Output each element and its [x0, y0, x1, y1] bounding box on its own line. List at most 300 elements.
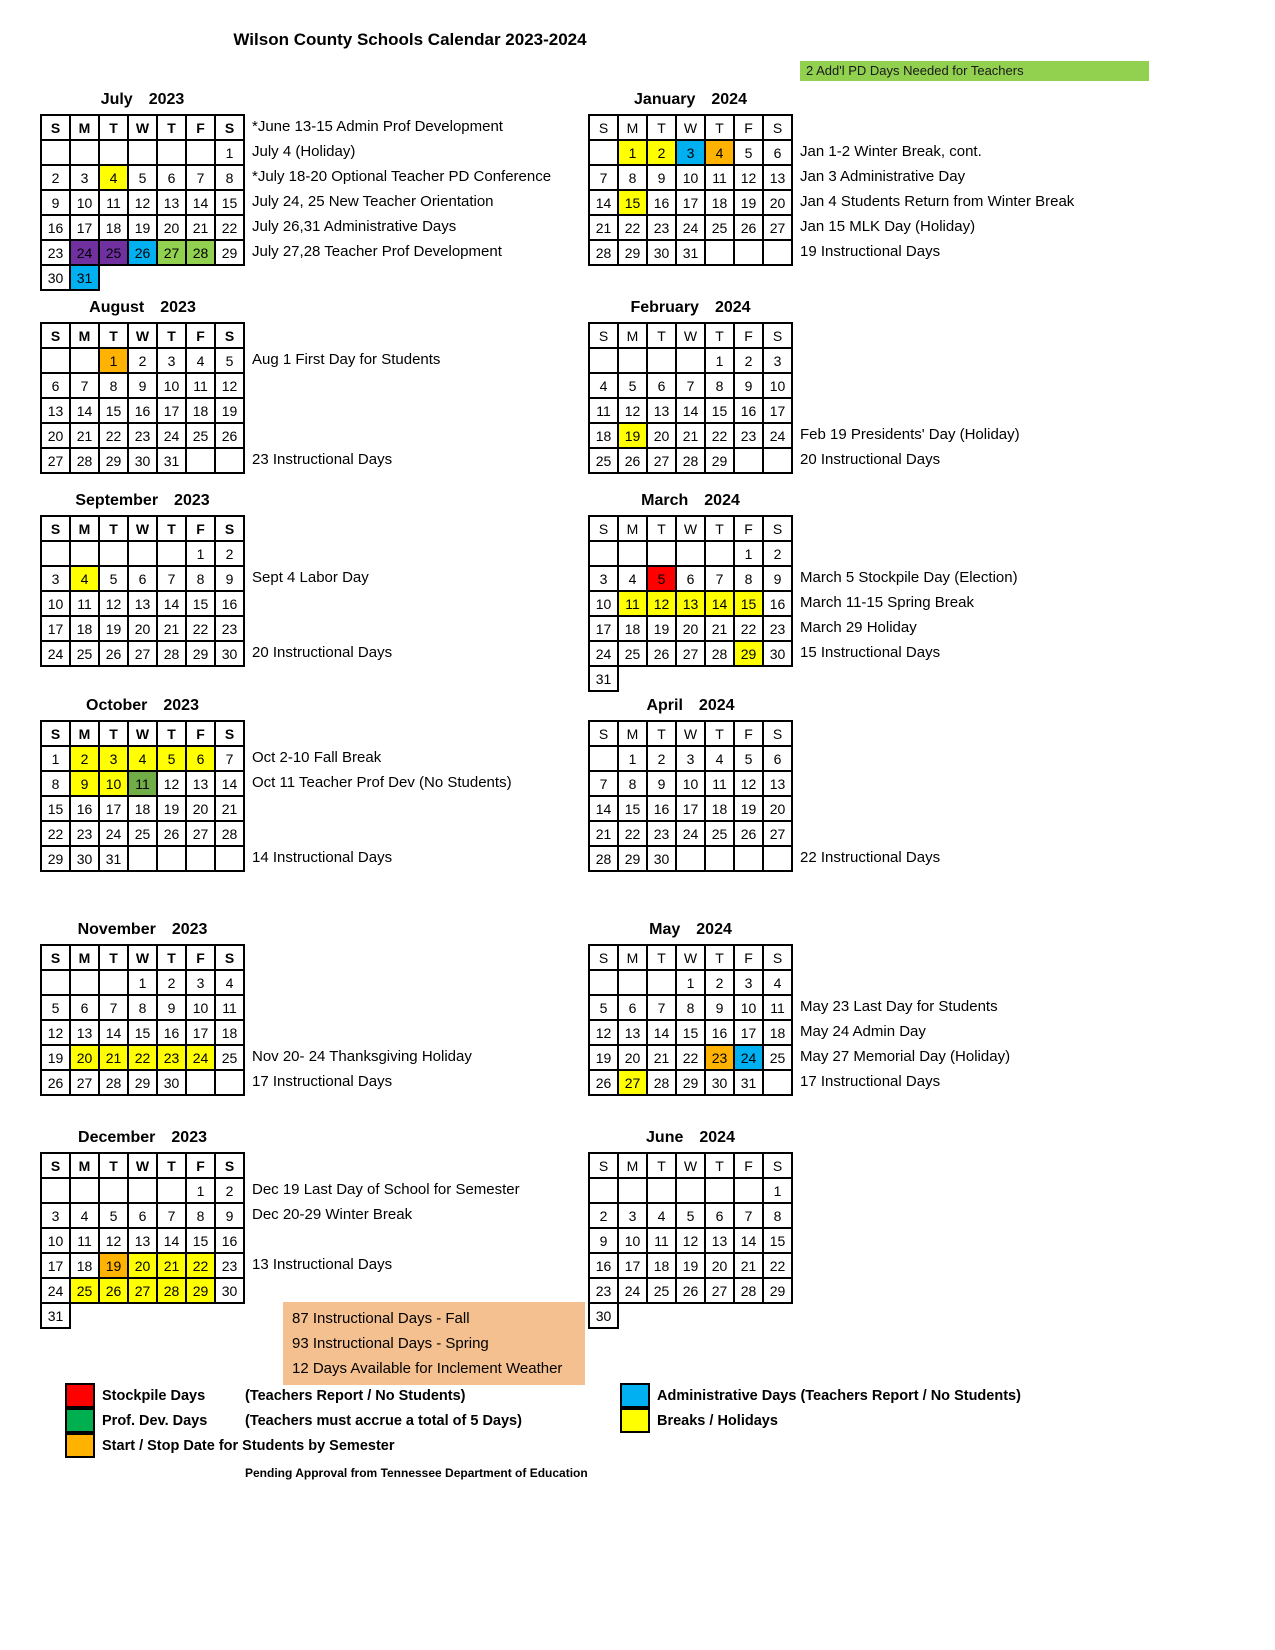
- weekday-header: W: [128, 323, 157, 348]
- day-cell: 15: [186, 1228, 215, 1253]
- month-november: [40, 921, 472, 1096]
- day-cell: 28: [589, 846, 618, 871]
- day-cell: 21: [70, 423, 99, 448]
- day-cell: 25: [70, 1278, 99, 1303]
- day-cell: [589, 348, 618, 373]
- month-title: May 2024: [649, 921, 732, 938]
- day-cell: 19: [215, 398, 244, 423]
- day-cell: 31: [41, 1303, 70, 1328]
- weekday-header: T: [157, 721, 186, 746]
- day-cell: 12: [734, 771, 763, 796]
- day-cell: 7: [647, 995, 676, 1020]
- day-cell: 1: [676, 970, 705, 995]
- weekday-header: S: [215, 323, 244, 348]
- day-cell: [589, 140, 618, 165]
- day-cell: 8: [618, 165, 647, 190]
- day-cell: 24: [618, 1278, 647, 1303]
- day-cell: 23: [70, 821, 99, 846]
- calendar-annotation: July 27,28 Teacher Prof Development: [252, 243, 502, 260]
- day-cell: 27: [186, 821, 215, 846]
- weekday-header: S: [215, 516, 244, 541]
- day-cell: 17: [589, 616, 618, 641]
- day-cell: [157, 140, 186, 165]
- weekday-header: F: [734, 323, 763, 348]
- calendar-annotation: Oct 2-10 Fall Break: [252, 749, 382, 766]
- day-cell: 5: [157, 746, 186, 771]
- day-cell: 10: [618, 1228, 647, 1253]
- day-cell: 26: [734, 215, 763, 240]
- summary-weather-days: 12 Days Available for Inclement Weather: [292, 1360, 563, 1377]
- day-cell: 31: [99, 846, 128, 871]
- weekday-header: W: [676, 945, 705, 970]
- weekday-header: T: [647, 323, 676, 348]
- day-cell: 21: [589, 215, 618, 240]
- day-cell: 22: [186, 616, 215, 641]
- weekday-header: F: [186, 1153, 215, 1178]
- day-cell: 23: [705, 1045, 734, 1070]
- day-cell: 7: [157, 566, 186, 591]
- weekday-header: M: [70, 323, 99, 348]
- day-cell: 9: [157, 995, 186, 1020]
- calendar-annotation: July 4 (Holiday): [252, 143, 356, 160]
- day-cell: 12: [734, 165, 763, 190]
- weekday-header: F: [186, 721, 215, 746]
- legend-swatch-yellow: [620, 1408, 650, 1433]
- day-cell: 26: [41, 1070, 70, 1095]
- weekday-header: T: [157, 1153, 186, 1178]
- day-cell: 27: [705, 1278, 734, 1303]
- day-cell: 8: [186, 1203, 215, 1228]
- day-cell: [215, 1070, 244, 1095]
- day-cell: 20: [647, 423, 676, 448]
- day-cell: [618, 970, 647, 995]
- day-cell: 14: [157, 1228, 186, 1253]
- day-cell: 2: [215, 541, 244, 566]
- day-cell: 3: [676, 746, 705, 771]
- day-cell: 16: [705, 1020, 734, 1045]
- day-cell: [705, 541, 734, 566]
- day-cell: 30: [70, 846, 99, 871]
- day-cell: 19: [676, 1253, 705, 1278]
- calendar-annotation: July 26,31 Administrative Days: [252, 218, 457, 235]
- day-cell: 31: [157, 448, 186, 473]
- calendar-annotation: 13 Instructional Days: [252, 1256, 393, 1273]
- day-cell: [705, 846, 734, 871]
- day-cell: 4: [186, 348, 215, 373]
- legend-right: [620, 1383, 1021, 1433]
- month-march: [588, 492, 1018, 692]
- day-cell: 30: [647, 846, 676, 871]
- day-cell: 10: [734, 995, 763, 1020]
- day-cell: 13: [128, 1228, 157, 1253]
- day-cell: 9: [41, 190, 70, 215]
- month-title: February 2024: [630, 299, 751, 316]
- calendar-annotation: May 23 Last Day for Students: [800, 998, 998, 1015]
- day-cell: 17: [676, 190, 705, 215]
- summary-spring-days: 93 Instructional Days - Spring: [292, 1335, 489, 1352]
- month-title: April 2024: [646, 697, 735, 714]
- day-cell: 25: [70, 641, 99, 666]
- summary-fall-days: 87 Instructional Days - Fall: [292, 1310, 470, 1327]
- day-cell: 6: [763, 140, 792, 165]
- day-cell: 20: [705, 1253, 734, 1278]
- day-cell: 19: [157, 796, 186, 821]
- day-cell: 20: [128, 1253, 157, 1278]
- calendar-annotation: 17 Instructional Days: [252, 1073, 393, 1090]
- weekday-header: S: [763, 721, 792, 746]
- day-cell: 7: [589, 165, 618, 190]
- weekday-header: T: [99, 516, 128, 541]
- weekday-header: M: [618, 945, 647, 970]
- day-cell: 3: [41, 566, 70, 591]
- day-cell: 11: [186, 373, 215, 398]
- day-cell: 12: [676, 1228, 705, 1253]
- weekday-header: T: [99, 721, 128, 746]
- day-cell: 1: [128, 970, 157, 995]
- day-cell: 19: [41, 1045, 70, 1070]
- day-cell: [676, 541, 705, 566]
- day-cell: 14: [215, 771, 244, 796]
- day-cell: 8: [215, 165, 244, 190]
- day-cell: 2: [647, 140, 676, 165]
- day-cell: 12: [99, 591, 128, 616]
- weekday-header: M: [618, 115, 647, 140]
- calendar-annotation: Sept 4 Labor Day: [252, 569, 369, 586]
- day-cell: 23: [41, 240, 70, 265]
- day-cell: [618, 1178, 647, 1203]
- day-cell: 24: [99, 821, 128, 846]
- day-cell: [618, 541, 647, 566]
- weekday-header: T: [99, 1153, 128, 1178]
- day-cell: 30: [215, 1278, 244, 1303]
- weekday-header: W: [676, 115, 705, 140]
- month-september: [40, 492, 393, 667]
- day-cell: 14: [70, 398, 99, 423]
- day-cell: 29: [676, 1070, 705, 1095]
- day-cell: 6: [128, 566, 157, 591]
- day-cell: 22: [41, 821, 70, 846]
- calendar-annotation: 14 Instructional Days: [252, 849, 393, 866]
- calendar-annotation: July 24, 25 New Teacher Orientation: [252, 193, 494, 210]
- day-cell: 25: [186, 423, 215, 448]
- calendar-annotation: Jan 1-2 Winter Break, cont.: [800, 143, 982, 160]
- day-cell: 29: [186, 641, 215, 666]
- weekday-header: M: [70, 945, 99, 970]
- weekday-header: M: [618, 721, 647, 746]
- month-title: September 2023: [75, 492, 210, 509]
- calendar-grid: [588, 720, 793, 872]
- calendar-annotation: Aug 1 First Day for Students: [252, 351, 441, 368]
- day-cell: 23: [763, 616, 792, 641]
- day-cell: 30: [41, 265, 70, 290]
- day-cell: [647, 970, 676, 995]
- month-february: [588, 299, 1020, 474]
- day-cell: [128, 1178, 157, 1203]
- day-cell: 8: [676, 995, 705, 1020]
- legend-label: Prof. Dev. Days: [102, 1412, 208, 1429]
- day-cell: 5: [41, 995, 70, 1020]
- day-cell: 11: [763, 995, 792, 1020]
- day-cell: 25: [128, 821, 157, 846]
- weekday-header: T: [705, 1153, 734, 1178]
- day-cell: 30: [589, 1303, 618, 1328]
- day-cell: 11: [70, 591, 99, 616]
- weekday-header: F: [186, 323, 215, 348]
- day-cell: 3: [157, 348, 186, 373]
- calendar-annotation: 20 Instructional Days: [800, 451, 941, 468]
- day-cell: 16: [589, 1253, 618, 1278]
- day-cell: 5: [215, 348, 244, 373]
- day-cell: [647, 541, 676, 566]
- day-cell: 27: [676, 641, 705, 666]
- day-cell: 28: [157, 1278, 186, 1303]
- day-cell: 6: [618, 995, 647, 1020]
- day-cell: 17: [618, 1253, 647, 1278]
- day-cell: 21: [99, 1045, 128, 1070]
- day-cell: 25: [763, 1045, 792, 1070]
- day-cell: 26: [589, 1070, 618, 1095]
- day-cell: 25: [589, 448, 618, 473]
- calendar-annotation: March 29 Holiday: [800, 619, 917, 636]
- weekday-header: S: [589, 945, 618, 970]
- day-cell: [618, 348, 647, 373]
- day-cell: 3: [70, 165, 99, 190]
- weekday-header: F: [186, 945, 215, 970]
- day-cell: 7: [676, 373, 705, 398]
- day-cell: [70, 140, 99, 165]
- footer-note: Pending Approval from Tennessee Department of Education: [245, 1466, 588, 1480]
- day-cell: 25: [618, 641, 647, 666]
- day-cell: 11: [70, 1228, 99, 1253]
- day-cell: 22: [215, 215, 244, 240]
- day-cell: 24: [676, 215, 705, 240]
- day-cell: 23: [734, 423, 763, 448]
- day-cell: 8: [99, 373, 128, 398]
- day-cell: 15: [618, 190, 647, 215]
- day-cell: 16: [763, 591, 792, 616]
- day-cell: 1: [215, 140, 244, 165]
- day-cell: 10: [589, 591, 618, 616]
- day-cell: 18: [618, 616, 647, 641]
- day-cell: 8: [705, 373, 734, 398]
- day-cell: 21: [705, 616, 734, 641]
- day-cell: 9: [705, 995, 734, 1020]
- calendar-grid: [588, 114, 793, 266]
- day-cell: 14: [99, 1020, 128, 1045]
- weekday-header: M: [70, 516, 99, 541]
- day-cell: 29: [763, 1278, 792, 1303]
- day-cell: 1: [763, 1178, 792, 1203]
- day-cell: [157, 846, 186, 871]
- legend-label: Start / Stop Date for Students by Semester: [102, 1437, 395, 1454]
- day-cell: 2: [157, 970, 186, 995]
- day-cell: 8: [128, 995, 157, 1020]
- month-january: [588, 91, 1075, 266]
- day-cell: 12: [157, 771, 186, 796]
- day-cell: 28: [589, 240, 618, 265]
- day-cell: 9: [70, 771, 99, 796]
- day-cell: 5: [647, 566, 676, 591]
- day-cell: [589, 541, 618, 566]
- calendar-annotation: 22 Instructional Days: [800, 849, 941, 866]
- day-cell: 14: [157, 591, 186, 616]
- day-cell: 9: [647, 771, 676, 796]
- day-cell: 19: [734, 190, 763, 215]
- day-cell: 16: [647, 190, 676, 215]
- day-cell: 7: [99, 995, 128, 1020]
- day-cell: 24: [734, 1045, 763, 1070]
- day-cell: 4: [99, 165, 128, 190]
- day-cell: 3: [186, 970, 215, 995]
- day-cell: 23: [128, 423, 157, 448]
- month-june: [588, 1129, 793, 1329]
- day-cell: 30: [763, 641, 792, 666]
- day-cell: 1: [734, 541, 763, 566]
- calendar-annotation: Dec 20-29 Winter Break: [252, 1206, 413, 1223]
- day-cell: 27: [41, 448, 70, 473]
- day-cell: 11: [705, 165, 734, 190]
- day-cell: 13: [186, 771, 215, 796]
- day-cell: 8: [763, 1203, 792, 1228]
- day-cell: [676, 348, 705, 373]
- day-cell: 2: [734, 348, 763, 373]
- day-cell: 29: [41, 846, 70, 871]
- day-cell: 1: [618, 140, 647, 165]
- weekday-header: T: [705, 721, 734, 746]
- calendar-annotation: Jan 3 Administrative Day: [800, 168, 966, 185]
- day-cell: [41, 970, 70, 995]
- weekday-header: S: [41, 115, 70, 140]
- legend-note: (Teachers must accrue a total of 5 Days): [245, 1412, 522, 1429]
- day-cell: 29: [618, 846, 647, 871]
- day-cell: 4: [647, 1203, 676, 1228]
- day-cell: 22: [676, 1045, 705, 1070]
- weekday-header: S: [215, 721, 244, 746]
- day-cell: 1: [186, 541, 215, 566]
- day-cell: 6: [70, 995, 99, 1020]
- day-cell: 17: [41, 1253, 70, 1278]
- calendar-annotation: Feb 19 Presidents' Day (Holiday): [800, 426, 1020, 443]
- day-cell: 19: [589, 1045, 618, 1070]
- weekday-header: F: [734, 1153, 763, 1178]
- day-cell: 10: [41, 1228, 70, 1253]
- calendar-annotation: Nov 20- 24 Thanksgiving Holiday: [252, 1048, 472, 1065]
- weekday-header: W: [128, 721, 157, 746]
- day-cell: [157, 541, 186, 566]
- day-cell: 26: [215, 423, 244, 448]
- weekday-header: T: [647, 115, 676, 140]
- legend-row: [620, 1408, 1021, 1433]
- day-cell: 22: [618, 215, 647, 240]
- day-cell: 13: [647, 398, 676, 423]
- day-cell: 23: [215, 1253, 244, 1278]
- weekday-header: M: [70, 721, 99, 746]
- calendar-annotation: March 5 Stockpile Day (Election): [800, 569, 1018, 586]
- weekday-header: W: [676, 721, 705, 746]
- weekday-header: S: [589, 721, 618, 746]
- day-cell: 7: [186, 165, 215, 190]
- day-cell: 2: [128, 348, 157, 373]
- day-cell: 7: [734, 1203, 763, 1228]
- day-cell: 7: [705, 566, 734, 591]
- day-cell: 27: [128, 641, 157, 666]
- day-cell: 6: [676, 566, 705, 591]
- legend-row: [620, 1383, 1021, 1408]
- calendar-annotation: March 11-15 Spring Break: [800, 594, 974, 611]
- day-cell: 26: [128, 240, 157, 265]
- legend-label: Breaks / Holidays: [657, 1412, 778, 1429]
- day-cell: 12: [41, 1020, 70, 1045]
- day-cell: 15: [99, 398, 128, 423]
- day-cell: 5: [99, 1203, 128, 1228]
- day-cell: [215, 448, 244, 473]
- day-cell: 28: [215, 821, 244, 846]
- day-cell: 20: [70, 1045, 99, 1070]
- calendar-annotation: May 24 Admin Day: [800, 1023, 926, 1040]
- weekday-header: S: [589, 323, 618, 348]
- day-cell: 6: [763, 746, 792, 771]
- calendar-grid: [40, 720, 245, 872]
- day-cell: 28: [647, 1070, 676, 1095]
- day-cell: 29: [705, 448, 734, 473]
- day-cell: 20: [676, 616, 705, 641]
- day-cell: 4: [70, 1203, 99, 1228]
- day-cell: [647, 348, 676, 373]
- day-cell: 13: [128, 591, 157, 616]
- day-cell: 14: [186, 190, 215, 215]
- month-title: October 2023: [86, 697, 199, 714]
- day-cell: 3: [676, 140, 705, 165]
- day-cell: 13: [70, 1020, 99, 1045]
- calendar-grid: [588, 515, 793, 692]
- weekday-header: T: [157, 323, 186, 348]
- day-cell: 17: [763, 398, 792, 423]
- weekday-header: S: [763, 115, 792, 140]
- day-cell: 15: [186, 591, 215, 616]
- weekday-header: S: [215, 945, 244, 970]
- day-cell: [41, 140, 70, 165]
- month-july: [40, 91, 552, 291]
- day-cell: 5: [589, 995, 618, 1020]
- day-cell: 16: [647, 796, 676, 821]
- day-cell: 10: [186, 995, 215, 1020]
- day-cell: 11: [705, 771, 734, 796]
- calendar-annotation: 15 Instructional Days: [800, 644, 941, 661]
- weekday-header: T: [99, 115, 128, 140]
- calendar-annotation: Jan 15 MLK Day (Holiday): [800, 218, 976, 235]
- day-cell: 30: [215, 641, 244, 666]
- day-cell: 11: [618, 591, 647, 616]
- day-cell: 2: [763, 541, 792, 566]
- pd-banner: 2 Add'l PD Days Needed for Teachers: [800, 61, 1149, 81]
- day-cell: 31: [676, 240, 705, 265]
- day-cell: 5: [676, 1203, 705, 1228]
- day-cell: 27: [647, 448, 676, 473]
- day-cell: 5: [734, 140, 763, 165]
- day-cell: 11: [99, 190, 128, 215]
- day-cell: 27: [157, 240, 186, 265]
- day-cell: 16: [215, 1228, 244, 1253]
- day-cell: 22: [734, 616, 763, 641]
- day-cell: 12: [647, 591, 676, 616]
- day-cell: 26: [647, 641, 676, 666]
- day-cell: 29: [128, 1070, 157, 1095]
- day-cell: 19: [647, 616, 676, 641]
- day-cell: 3: [734, 970, 763, 995]
- day-cell: [186, 140, 215, 165]
- day-cell: 27: [763, 821, 792, 846]
- legend-swatch-blue: [620, 1383, 650, 1408]
